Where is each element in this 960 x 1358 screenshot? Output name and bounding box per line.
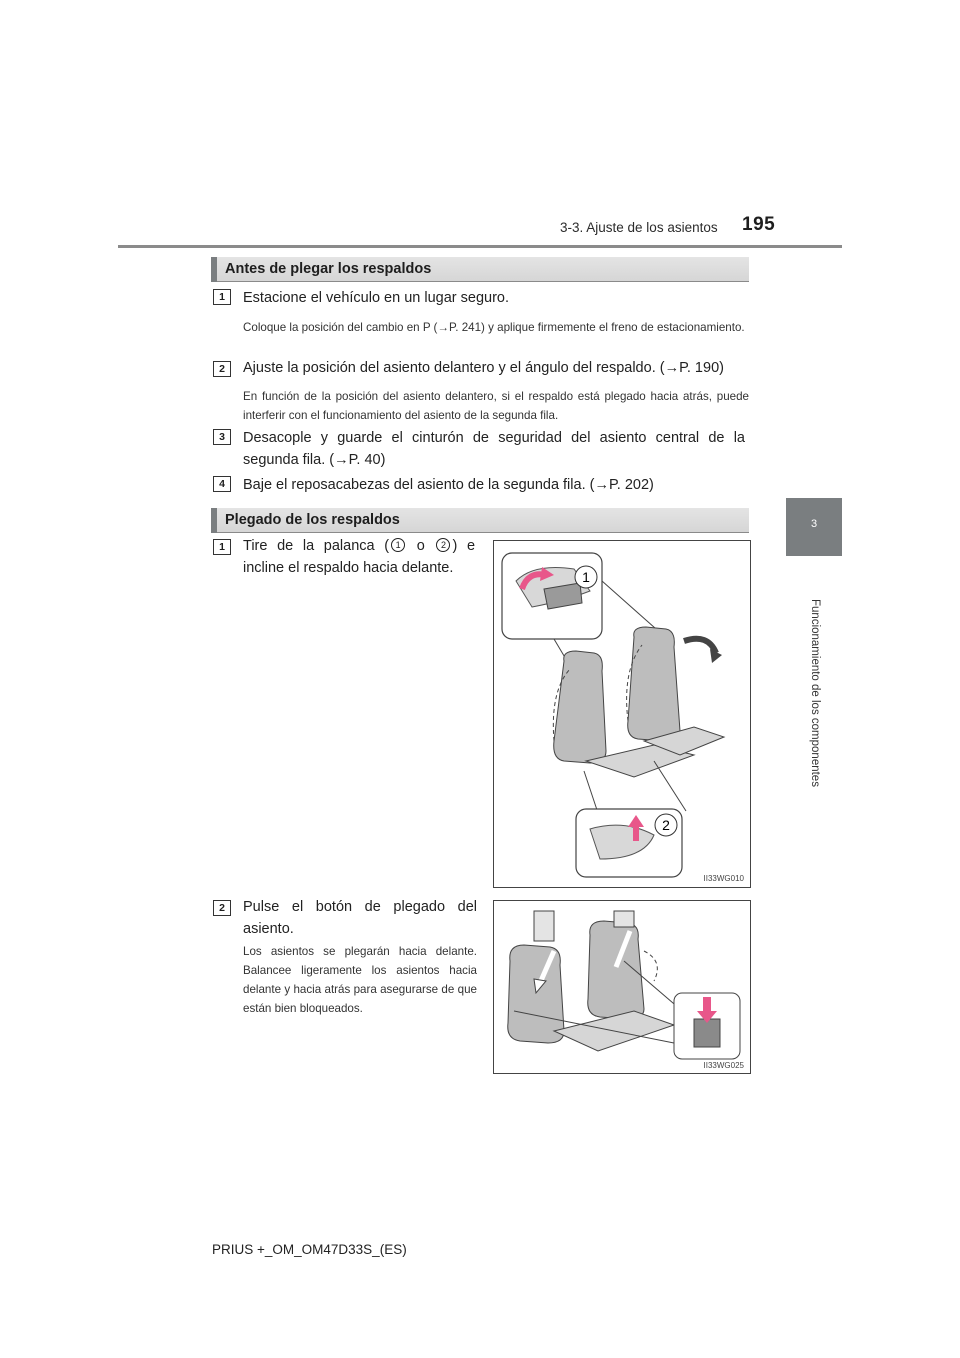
chapter-title-vertical: Funcionamiento de los componentes xyxy=(809,599,821,787)
step-number-2: 2 xyxy=(213,361,231,377)
fold-step-1-text: Tire de la palanca ( 1 o 2 ) e incline el respaldo hacia delante. xyxy=(243,538,476,576)
fold-step-2-text: Pulse el botón de plegado del asiento. xyxy=(243,899,477,937)
header-rule xyxy=(118,245,842,248)
step-number-1: 1 xyxy=(213,289,231,305)
section-title: Antes de plegar los respaldos xyxy=(225,261,432,277)
step-2-text: Ajuste la posición del asiento delantero y el ángulo del respaldo. (→P. 190) xyxy=(243,360,724,376)
callout-2-label: 2 xyxy=(662,817,670,833)
step-number-3: 3 xyxy=(213,429,231,445)
fold-step-2-subtext: Los asientos se plegarán hacia delante. Balancee ligeramente los asientos hacia delante y hacia atrás para asegurarse de que están bien bloqueados. xyxy=(243,945,477,1015)
chapter-tab xyxy=(786,498,842,556)
step-1-subtext: Coloque la posición del cambio en P (→P. 241) y aplique firmemente el freno de estacionamiento. xyxy=(243,321,745,334)
section-heading-folding xyxy=(211,508,749,533)
callout-1-ref: 1 xyxy=(391,538,405,552)
step-number-4: 4 xyxy=(213,476,231,492)
callout-1-label: 1 xyxy=(582,569,590,585)
figure-seat-lever xyxy=(493,540,751,888)
seat-lever-illustration xyxy=(494,541,750,887)
figure-seat-fold-button xyxy=(493,900,751,1074)
step-3-text: Desacople y guarde el cinturón de seguridad del asiento central de la segunda fila. (→P. 40) xyxy=(243,430,745,468)
figure-code: II33WG025 xyxy=(703,1061,744,1070)
seat-fold-illustration xyxy=(494,901,750,1073)
step-4-text: Baje el reposacabezas del asiento de la segunda fila. (→P. 202) xyxy=(243,477,654,493)
footer-doc-id: PRIUS +_OM_OM47D33S_(ES) xyxy=(212,1242,407,1257)
step-1-text: Estacione el vehículo en un lugar seguro. xyxy=(243,290,510,306)
callout-2-ref: 2 xyxy=(436,538,450,552)
fold-step-number-2: 2 xyxy=(213,900,231,916)
figure-code: II33WG010 xyxy=(703,874,744,883)
running-header-section: 3-3. Ajuste de los asientos xyxy=(560,220,718,235)
fold-step-number-1: 1 xyxy=(213,539,231,555)
section-title: Plegado de los respaldos xyxy=(225,512,400,528)
step-2-subtext: En función de la posición del asiento delantero, si el respaldo está plegado hacia atrás, puede interferir con el funcionamiento del asiento de la segunda fila. xyxy=(243,390,749,422)
page-number: 195 xyxy=(742,214,776,235)
section-heading-before-folding xyxy=(211,257,749,282)
chapter-number: 3 xyxy=(810,518,818,530)
